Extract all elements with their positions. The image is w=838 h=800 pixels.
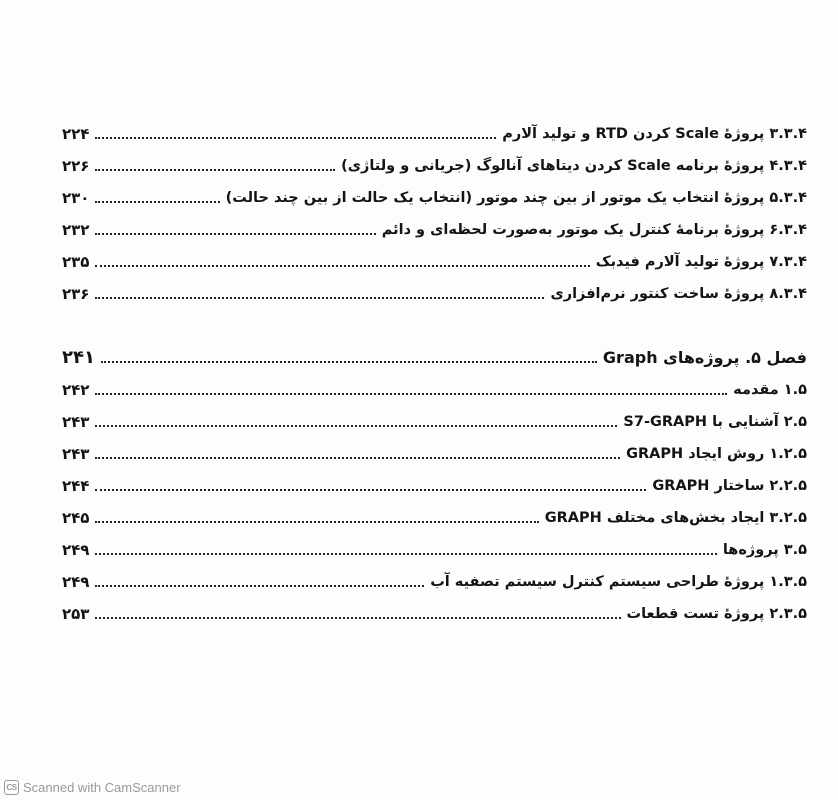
toc-entry-title: ۱.۲.۵ روش ایجاد GRAPH	[626, 446, 807, 462]
toc-page-number: ۲۴۱	[62, 347, 95, 368]
toc-chapter-entry	[62, 340, 807, 368]
toc-page-number: ۲۴۳	[62, 413, 90, 431]
toc-entry-title: ۱.۵ مقدمه	[733, 382, 807, 398]
toc-entry-title: ۳.۳.۴ پروژهٔ Scale کردن RTD و تولید آلارم	[502, 126, 807, 142]
toc-dot-leader	[95, 393, 727, 395]
toc-dot-leader	[95, 617, 620, 619]
toc-page-number: ۲۳۶	[62, 285, 90, 303]
toc-dot-leader	[95, 585, 424, 587]
toc-entry-title: ۲.۵ آشنایی با S7-GRAPH	[623, 414, 807, 430]
toc-entry	[62, 372, 807, 400]
watermark-text: Scanned with CamScanner	[23, 779, 181, 795]
toc-dot-leader	[95, 521, 538, 523]
toc-page-number: ۲۲۶	[62, 157, 90, 175]
toc-page-number: ۲۲۴	[62, 125, 90, 143]
toc-dot-leader	[95, 233, 375, 235]
toc-entry-title: ۴.۳.۴ پروژهٔ برنامه Scale کردن دیتاهای آنالوگ (جریانی و ولتاژی)	[341, 158, 807, 174]
toc-entry	[62, 436, 807, 464]
toc-entry	[62, 596, 807, 624]
toc-entry	[62, 564, 807, 592]
toc-entry-title: ۸.۳.۴ پروژهٔ ساخت کنتور نرم‌افزاری	[550, 286, 807, 302]
toc-dot-leader	[95, 137, 496, 139]
toc-page-number: ۲۴۹	[62, 573, 90, 591]
toc-dot-leader	[95, 553, 716, 555]
toc-entry-title: ۶.۳.۴ پروژهٔ برنامهٔ کنترل یک موتور به‌صورت لحظه‌ای و دائم	[381, 222, 807, 238]
toc-entry-title: ۳.۲.۵ ایجاد بخش‌های مختلف GRAPH	[544, 510, 807, 526]
toc-entry	[62, 116, 807, 144]
toc-page-number: ۲۴۹	[62, 541, 90, 559]
camscanner-logo-icon: CS	[4, 780, 19, 795]
toc-entry	[62, 148, 807, 176]
toc-entry-title: ۵.۳.۴ پروژهٔ انتخاب یک موتور از بین چند موتور (انتخاب یک حالت از بین چند حالت)	[225, 190, 807, 206]
toc-entry	[62, 244, 807, 272]
toc-dot-leader	[95, 425, 617, 427]
toc-dot-leader	[95, 201, 219, 203]
toc-entry-title: ۳.۵ پروژه‌ها	[722, 542, 807, 558]
toc-dot-leader	[95, 489, 646, 491]
toc-entry-title: ۲.۳.۵ پروژهٔ تست قطعات	[626, 606, 807, 622]
toc-dot-leader	[95, 265, 589, 267]
toc-dot-leader	[101, 361, 597, 363]
toc-entry-title: ۲.۲.۵ ساختار GRAPH	[652, 478, 807, 494]
toc-entry	[62, 468, 807, 496]
toc-page-number: ۲۴۳	[62, 445, 90, 463]
toc-dot-leader	[95, 457, 620, 459]
toc-page-number: ۲۴۴	[62, 477, 90, 495]
toc-entry	[62, 276, 807, 304]
toc-entry	[62, 404, 807, 432]
toc-page-number: ۲۴۲	[62, 381, 90, 399]
toc-page-number: ۲۵۳	[62, 605, 90, 623]
toc-page-number: ۲۳۰	[62, 189, 90, 207]
toc-entry	[62, 180, 807, 208]
toc-page-number: ۲۳۵	[62, 253, 90, 271]
toc-entry	[62, 500, 807, 528]
camscanner-watermark	[4, 777, 181, 797]
toc-entry-title: ۱.۳.۵ پروژهٔ طراحی سیستم کنترل سیستم تصفیه آب	[430, 574, 807, 590]
toc-chapter-title: فصل ۵. پروژه‌های Graph	[602, 348, 807, 367]
toc-page-number: ۲۴۵	[62, 509, 90, 527]
toc-dot-leader	[95, 169, 335, 171]
toc-entry-title: ۷.۳.۴ پروژهٔ تولید آلارم فیدبک	[595, 254, 807, 270]
toc-page-number: ۲۳۲	[62, 221, 90, 239]
toc-entry	[62, 212, 807, 240]
toc-dot-leader	[95, 297, 544, 299]
toc-entry	[62, 532, 807, 560]
